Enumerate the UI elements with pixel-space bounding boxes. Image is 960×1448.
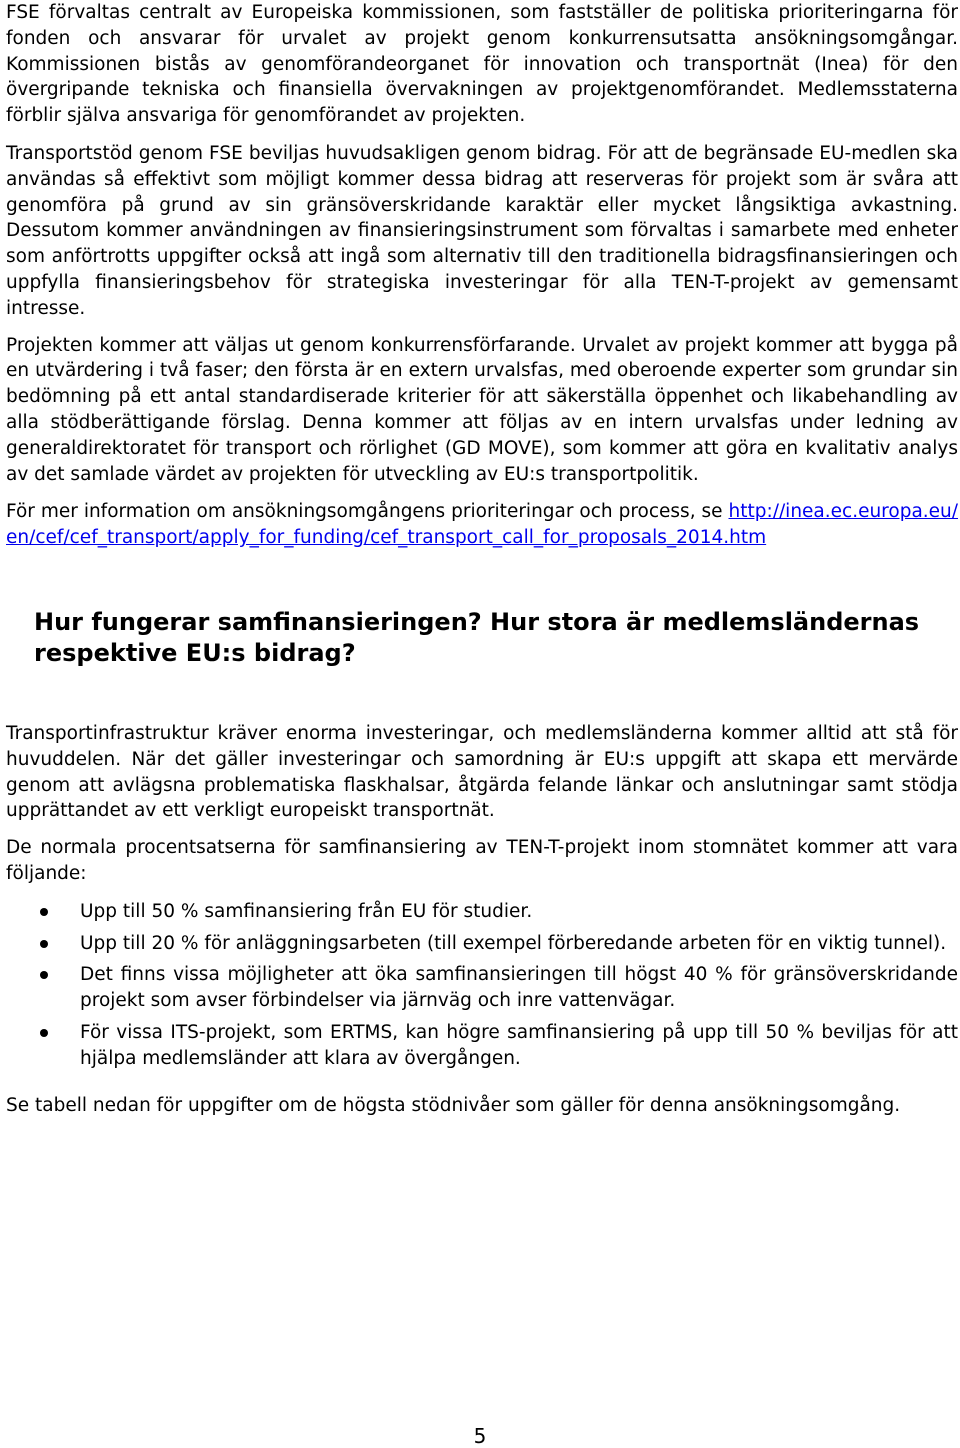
paragraph-see-table: Se tabell nedan för uppgifter om de högsta stödnivåer som gäller för denna ansökningsomgång. [6, 1094, 901, 1116]
paragraph-fse-management: FSE förvaltas centralt av Europeiska kommissionen, som fastställer de politiska prioriteringarna för fonden och ansvarar för urvalet av projekt genom konkurrensutsatta ansökningsomgångar. Kommissionen bistås av genomförandeorganet för innovation och transportnät (Inea) för den övergripande tekniska och finansiella övervakningen av projektgenomförandet. Medlemsstaterna förblir själva ansvariga för genomförandet av projekten. [6, 2, 958, 127]
list-item-text: Det finns vissa möjligheter att öka samfinansieringen till högst 40 % för gränsöverskridande projekt som avser förbindelser via järnväg och inre vattenvägar. [80, 964, 958, 1012]
paragraph-cofinancing-rates: De normala procentsatserna för samfinansiering av TEN-T-projekt inom stomnätet kommer att vara följande: [6, 837, 958, 884]
paragraph-more-info [6, 499, 958, 551]
section-heading: Hur fungerar samfinansieringen? Hur stora är medlemsländernas respektive EU:s bidrag? [34, 607, 920, 667]
more-info-text: För mer information om ansökningsomgångens prioriteringar och process, se [6, 501, 729, 523]
paragraph-project-selection: Projekten kommer att väljas ut genom konkurrensförfarande. Urvalet av projekt kommer att bygga på en utvärdering i två faser; den första är en extern urvalsfas, med oberoende experter som grundar sin bedömning på ett antal standardiserade kriterier för att säkerställa öppenhet och likabehandling av alla stödberättigande förslag. Denna kommer att följas av en intern urvalsfas under ledning av generaldirektoratet för transport och rörlighet (GD MOVE), som kommer att göra en kvalitativ analys av det samlade värdet av projekten för utveckling av EU:s transportpolitik. [6, 334, 958, 485]
inea-call-link[interactable]: http://inea.ec.europa.eu/en/cef/cef_transport/apply_for_funding/cef_transport_call_for_proposals_2014.htm [6, 501, 958, 549]
document-page [6, 0, 958, 1118]
bullet-icon [40, 1029, 48, 1037]
list-item-text: För vissa ITS-projekt, som ERTMS, kan högre samfinansiering på upp till 50 % beviljas för att hjälpa medlemsländer att klara av övergången. [80, 1021, 958, 1069]
list-item-text: Upp till 50 % samfinansiering från EU för studier. [80, 900, 533, 922]
paragraph-transport-grants: Transportstöd genom FSE beviljas huvudsakligen genom bidrag. För att de begränsade EU-medlen ska användas så effektivt som möjligt kommer dessa bidrag att reserveras för projekt som är svåra att genomföra på grund av sin gränsöverskridande karaktär eller mycket långsiktiga avkastning. Dessutom kommer användningen av finansieringsinstrument som förvaltas i samarbete med enheter som anförtrotts uppgifter också att ingå som alternativ till den traditionella bidragsfinansieringen och uppfylla finansieringsbehov för strategiska investeringar för alla TEN-T-projekt av gemensamt intresse. [6, 142, 958, 319]
list-item [6, 931, 958, 957]
paragraph-infrastructure-investment: Transportinfrastruktur kräver enorma investeringar, och medlemsländerna kommer alltid att stå för huvuddelen. När det gäller investeringar och samordning är EU:s uppgift att skapa ett mervärde genom att avlägsna problematiska flaskhalsar, åtgärda felande länkar och anslutningar samt stödja upprättandet av ett verkligt europeiskt transportnät. [6, 722, 958, 822]
list-item [6, 962, 958, 1014]
list-item-text: Upp till 20 % för anläggningsarbeten (till exempel förberedande arbeten för en viktig tunnel). [80, 932, 947, 954]
page-number: 5 [473, 1424, 487, 1448]
bullet-icon [40, 940, 48, 948]
list-item [6, 1020, 958, 1072]
list-item [6, 899, 958, 925]
cofinancing-list [6, 899, 958, 1072]
bullet-icon [40, 971, 48, 979]
bullet-icon [40, 908, 48, 916]
